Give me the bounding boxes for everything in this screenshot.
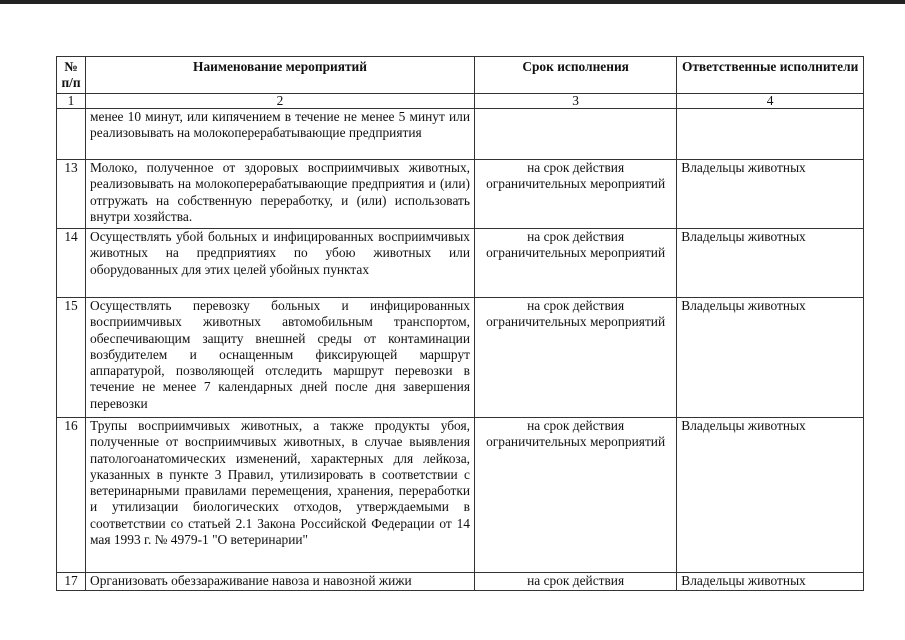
index-2: 2	[86, 94, 475, 109]
row-responsible: Владельцы животных	[677, 298, 864, 418]
index-1: 1	[57, 94, 86, 109]
table-row	[57, 573, 864, 591]
row-term: на срок действия	[475, 573, 677, 591]
index-4: 4	[677, 94, 864, 109]
table-row	[57, 160, 864, 229]
header-responsible: Ответственные исполнители	[677, 57, 864, 94]
table-row	[57, 229, 864, 298]
row-term: на срок действия ограничительных мероприятий	[475, 229, 677, 298]
header-measure: Наименование мероприятий	[86, 57, 475, 94]
row-num: 16	[57, 418, 86, 573]
row-responsible: Владельцы животных	[677, 418, 864, 573]
row-term: на срок действия ограничительных мероприятий	[475, 160, 677, 229]
row-measure: Трупы восприимчивых животных, а также продукты убоя, полученные от восприимчивых животных, в случае выявления патологоанатомических изменений, характерных для лейкоза, указанных в пункте 3 Правил, утилизировать в соответствии с ветеринарными правилами перемещения, хранения, переработки и утилизации биологических отходов, утверждаемыми в соответствии со статьей 2.1 Закона Российской Федерации от 14 мая 1993 г. № 4979-1 "О ветеринарии"	[86, 418, 475, 573]
measures-table	[56, 56, 864, 591]
row-responsible: Владельцы животных	[677, 160, 864, 229]
row-responsible: Владельцы животных	[677, 573, 864, 591]
row-measure: Осуществлять перевозку больных и инфицированных восприимчивых животных автомобильным транспортом, обеспечивающим защиту внешней среды от контаминации возбудителем и оснащенным фиксирующей маршрут аппаратурой, позволяющей отследить маршрут перевозки в течение не менее 7 календарных дней после дня завершения перевозки	[86, 298, 475, 418]
row-measure: менее 10 минут, или кипячением в течение не менее 5 минут или реализовывать на молокоперерабатывающие предприятия	[86, 109, 475, 160]
row-term: на срок действия ограничительных мероприятий	[475, 418, 677, 573]
row-num: 14	[57, 229, 86, 298]
column-index-row	[57, 94, 864, 109]
table-row	[57, 109, 864, 160]
row-num	[57, 109, 86, 160]
row-measure: Осуществлять убой больных и инфицированных восприимчивых животных на предприятиях по убою животных или оборудованных для этих целей убойных пунктах	[86, 229, 475, 298]
row-responsible: Владельцы животных	[677, 229, 864, 298]
header-num: № п/п	[57, 57, 86, 94]
row-num: 13	[57, 160, 86, 229]
header-row	[57, 57, 864, 94]
index-3: 3	[475, 94, 677, 109]
table-row	[57, 298, 864, 418]
row-num: 15	[57, 298, 86, 418]
row-measure: Организовать обеззараживание навоза и навозной жижи	[86, 573, 475, 591]
table-row	[57, 418, 864, 573]
row-measure: Молоко, полученное от здоровых восприимчивых животных, реализовывать на молокоперерабатывающие предприятия и (или) отгружать на собственную переработку, и (или) использовать внутри хозяйства.	[86, 160, 475, 229]
row-responsible	[677, 109, 864, 160]
header-term: Срок исполнения	[475, 57, 677, 94]
row-term	[475, 109, 677, 160]
row-num: 17	[57, 573, 86, 591]
row-term: на срок действия ограничительных мероприятий	[475, 298, 677, 418]
scan-top-edge	[0, 0, 905, 4]
